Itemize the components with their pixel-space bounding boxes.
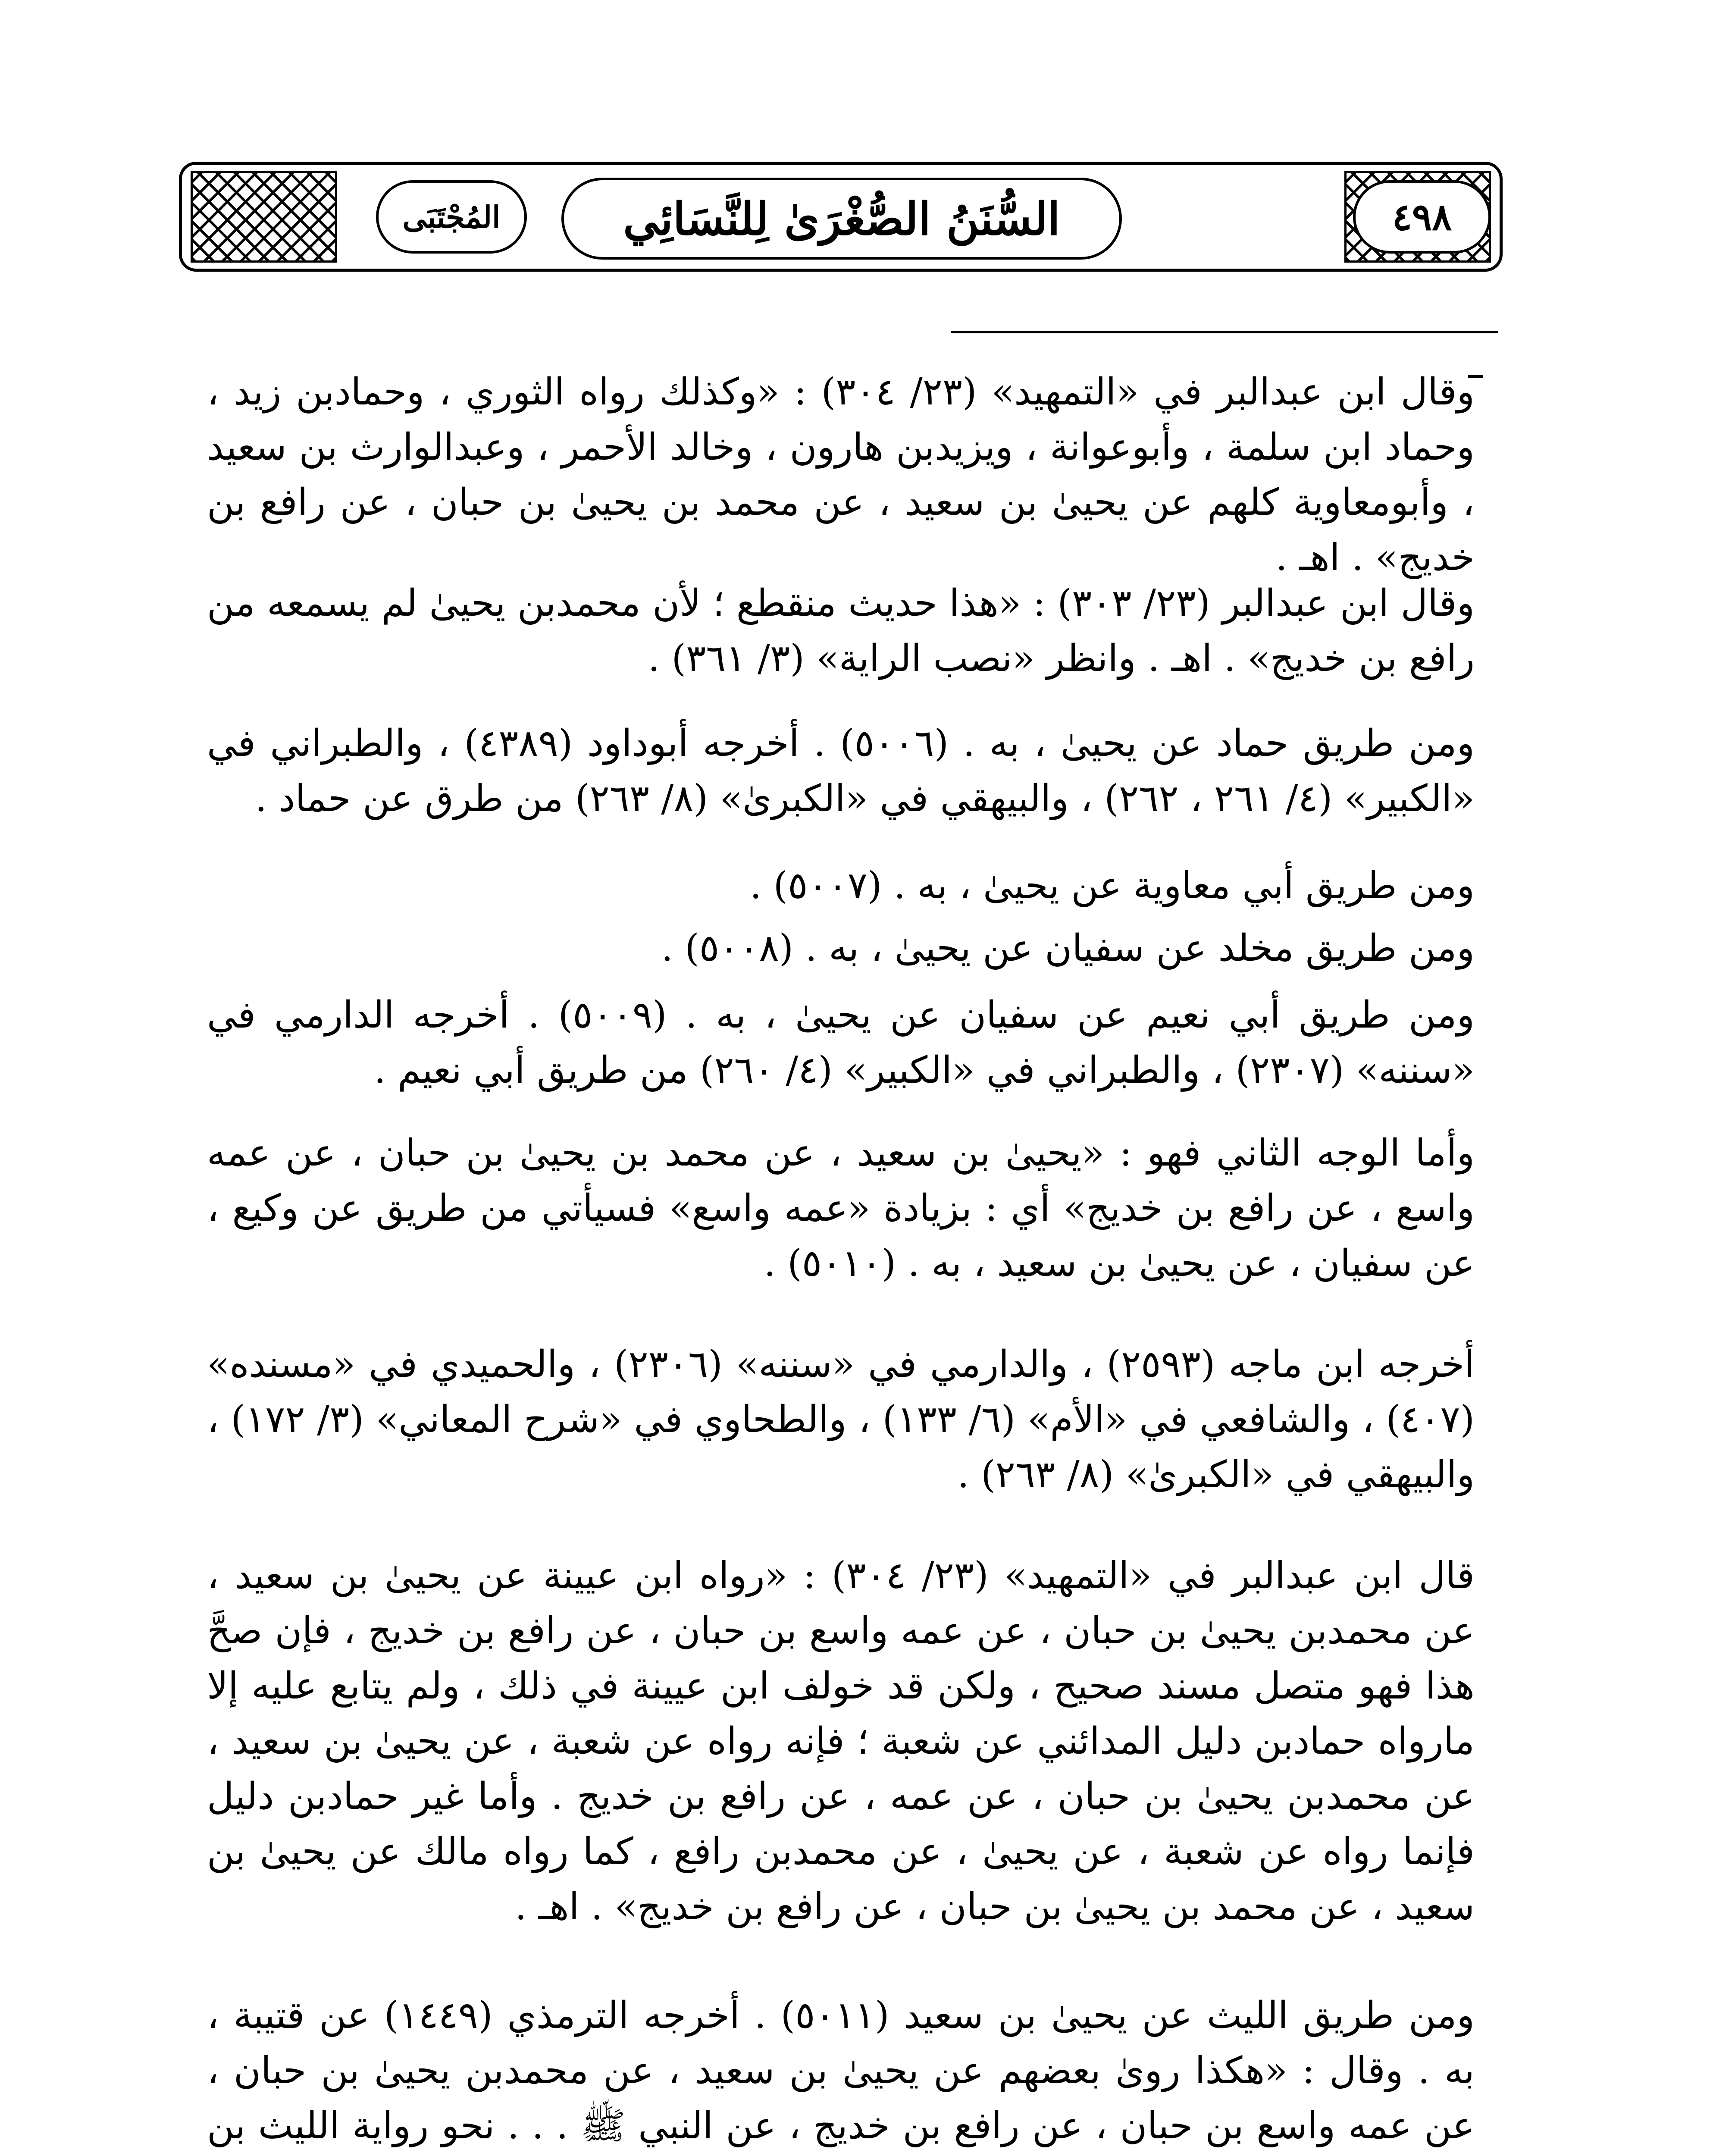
paragraph-6: ومن طريق أبي نعيم عن سفيان عن يحيىٰ ، به . (٥٠٠٩) . أخرجه الدارمي في «سننه» (٢٣٠٧) ، والطبراني في «الكبير» (٤/ ٢٦٠) من طريق أبي نعيم .: [207, 993, 1475, 1092]
paragraph-8: أخرجه ابن ماجه (٢٥٩٣) ، والدارمي في «سننه» (٢٣٠٦) ، والحميدي في «مسنده» (٤٠٧) ، والشافعي في «الأم» (٦/ ١٣٣) ، والطحاوي في «شرح المعاني» (٣/ ١٧٢) ، والبيهقي في «الكبرىٰ» (٨/ ٢٦٣) .: [207, 1343, 1475, 1496]
paragraph-3: ومن طريق حماد عن يحيىٰ ، به . (٥٠٠٦) . أخرجه أبوداود (٤٣٨٩) ، والطبراني في «الكبير» (٤/ ٢٦١ ، ٢٦٢) ، والبيهقي في «الكبرىٰ» (٨/ ٢٦٣) من طرق عن حماد .: [207, 722, 1475, 820]
paragraph-7: وأما الوجه الثاني فهو : «يحيىٰ بن سعيد ، عن محمد بن يحيىٰ بن حبان ، عن عمه واسع ، عن رافع بن خديج» أي : بزيادة «عمه واسع» فسيأتي من طريق عن وكيع ، عن سفيان ، عن يحيىٰ بن سعيد ، به . (٥٠١٠) .: [207, 1131, 1475, 1285]
paragraph-10: ومن طريق الليث عن يحيىٰ بن سعيد (٥٠١١) . أخرجه الترمذي (١٤٤٩) عن قتيبة ، به . وقال : «هكذا روىٰ بعضهم عن يحيىٰ بن سعيد ، عن محمدبن يحيىٰ بن حبان ، عن عمه واسع بن حبان ، عن رافع بن خديج ، عن النبي ﷺ . . . نحو رواية الليث بن: [207, 1994, 1475, 2147]
title-cartouche: [561, 178, 1122, 260]
page-number-medallion: [1353, 180, 1491, 254]
page-header: [179, 162, 1503, 272]
paragraph-5: ومن طريق مخلد عن سفيان عن يحيىٰ ، به . (٥٠٠٨) .: [661, 927, 1475, 970]
paragraph-4: ومن طريق أبي معاوية عن يحيىٰ ، به . (٥٠٠٧) .: [749, 864, 1475, 907]
book-subtitle: المُجْتَبَى: [402, 199, 501, 235]
ornament-left: [191, 171, 337, 263]
footnote-separator: [951, 331, 1498, 333]
subtitle-medallion: [376, 180, 527, 254]
paragraph-2: وقال ابن عبدالبر (٢٣/ ٣٠٣) : «هذا حديث منقطع ؛ لأن محمدبن يحيىٰ لم يسمعه من رافع بن خديج» . اهـ . وانظر «نصب الراية» (٣/ ٣٦١) .: [207, 582, 1475, 680]
paragraph-9: قال ابن عبدالبر في «التمهيد» (٢٣/ ٣٠٤) : «رواه ابن عيينة عن يحيىٰ بن سعيد ، عن محمدبن يحيىٰ بن حبان ، عن عمه واسع بن حبان ، عن رافع بن خديج ، فإن صحَّ هذا فهو متصل مسند صحيح ، ولكن قد خولف ابن عيينة في ذلك ، ولم يتابع عليه إلا مارواه حمادبن دليل المدائني عن شعبة ؛ فإنه رواه عن شعبة ، عن يحيىٰ بن سعيد ، عن محمدبن يحيىٰ بن حبان ، عن عمه ، عن رافع بن خديج . وأما غير حمادبن دليل فإنما رواه عن شعبة ، عن يحيىٰ ، عن محمدبن رافع ، كما رواه مالك عن يحيىٰ بن سعيد ، عن محمد بن يحيىٰ بن حبان ، عن رافع بن خديج» . اهـ .: [207, 1554, 1475, 1928]
book-title: السُّنَنُ الصُّغْرَىٰ لِلنَّسَائِي: [623, 192, 1060, 245]
paragraph-1: وقال ابن عبدالبر في «التمهيد» (٢٣/ ٣٠٤) : «وكذلك رواه الثوري ، وحمادبن زيد ، وحماد ابن سلمة ، وأبوعوانة ، ويزيدبن هارون ، وخالد الأحمر ، وعبدالوارث بن سعيد ، وأبومعاوية كلهم عن يحيىٰ بن سعيد ، عن محمد بن يحيىٰ بن حبان ، عن رافع بن خديج» . اهـ .: [207, 370, 1475, 579]
page-number: ٤٩٨: [1392, 195, 1452, 239]
